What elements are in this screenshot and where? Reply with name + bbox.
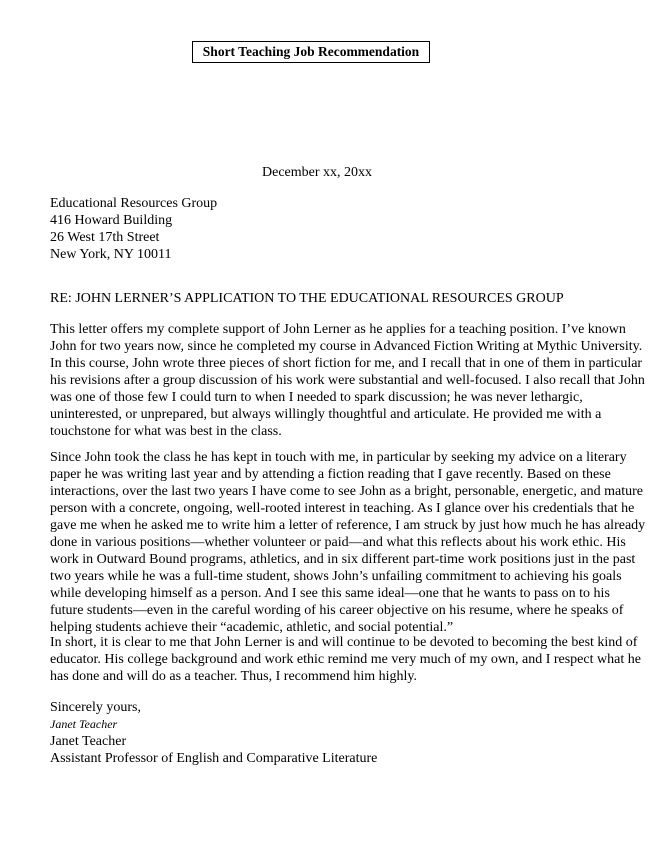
address-line: New York, NY 10011 (50, 247, 172, 262)
subject-line: RE: JOHN LERNER’S APPLICATION TO THE EDUCATIONAL RESOURCES GROUP (50, 291, 564, 306)
recipient-address (50, 195, 217, 263)
paragraph-line: his revisions after a group discussion of his work were substantial and well-focused. I also recall that John (50, 373, 645, 388)
paragraph-line: work in Outward Bound programs, athletics, and in six different part-time work positions just in the past (50, 552, 636, 567)
paragraph-line: while developing himself as a person. And I see this same ideal—one that he wants to pass on to his (50, 586, 610, 601)
paragraph-line: helping students achieve their “academic, athletic, and social potential.” (50, 620, 454, 635)
document-title: Short Teaching Job Recommendation (192, 41, 430, 63)
paragraph-line: touchstone for what was best in the class. (50, 424, 282, 439)
signer-name: Janet Teacher (50, 734, 127, 749)
salutation: Sincerely yours, (50, 700, 141, 715)
paragraph-line: paper he was writing last year and by attending a fiction reading that I gave recently. Based on these (50, 467, 611, 482)
paragraph-line: done in various positions—whether volunteer or paid—and what this reflects about his work ethic. His (50, 535, 626, 550)
paragraph-line: In short, it is clear to me that John Lerner is and will continue to be devoted to becoming the best kind of (50, 635, 638, 650)
paragraph-line: has done and will do as a teacher. Thus, I recommend him highly. (50, 669, 418, 684)
paragraph-line: uninterested, or unprepared, but always willingly thoughtful and articulate. He provided me with a (50, 407, 602, 422)
paragraph-line: educator. His college background and work ethic remind me very much of my own, and I respect what he (50, 652, 641, 667)
paragraph-line: In this course, John wrote three pieces of short fiction for me, and I recall that in one of them in particular (50, 356, 643, 371)
letter-date: December xx, 20xx (262, 165, 373, 180)
paragraph-line: gave me when he asked me to write him a letter of reference, I am struck by just how much he has already (50, 518, 646, 533)
address-line: Educational Resources Group (50, 196, 218, 211)
paragraph-line: interactions, over the last two years I have come to see John as a bright, personable, energetic, and mature (50, 484, 643, 499)
body-paragraph-1 (50, 321, 645, 440)
handwritten-signature: Janet Teacher (50, 717, 118, 731)
address-line: 26 West 17th Street (50, 230, 160, 245)
body-paragraph-2 (50, 449, 646, 636)
paragraph-line: was one of those few I could turn to when I needed to spark discussion; he was never lethargic, (50, 390, 583, 405)
paragraph-line: Since John took the class he has kept in touch with me, in particular by seeking my advice on a literary (50, 450, 627, 465)
paragraph-line: This letter offers my complete support of John Lerner as he applies for a teaching position. I’ve known (50, 322, 626, 337)
address-line: 416 Howard Building (50, 213, 173, 228)
paragraph-line: John for two years now, since he completed my course in Advanced Fiction Writing at Mythic University. (50, 339, 643, 354)
signer-position: Assistant Professor of English and Comparative Literature (50, 751, 378, 766)
paragraph-line: future students—even in the careful wording of his career objective on his resume, where he speaks of (50, 603, 624, 618)
paragraph-line: person with a concrete, ongoing, well-rooted interest in teaching. As I glance over his credentials that he (50, 501, 635, 516)
paragraph-line: two years while he was a full-time student, shows John’s unfailing commitment to achieving his goals (50, 569, 622, 584)
letter-closing (50, 699, 377, 767)
body-paragraph-3 (50, 634, 641, 685)
